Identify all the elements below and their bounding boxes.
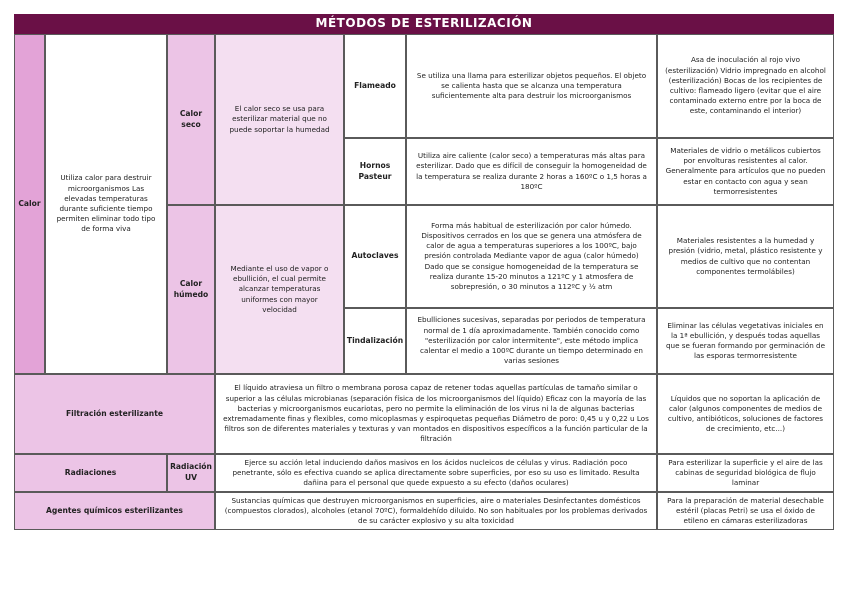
autoclaves-description: Forma más habitual de esterilización por calor húmedo. Dispositivos cerrados en los que se genera una atmósfera de calor de agua a temperaturas superiores a los 100ºC, bajo presión controlada Mediante vapor de agua (calor húmedo) Dado que se consigue homogeneidad de la temperatura se realiza durante 15-20 minutos a 121ºC y 1 atmosfera de sobrepresión, o 30 minutos a 112ºC y ½ atm [406,205,657,308]
calor-seco-description: El calor seco se usa para esterilizar material que no puede soportar la humedad [215,34,344,205]
method-autoclaves: Autoclaves [344,205,406,308]
category-calor-seco: Calor seco [167,34,215,205]
filtracion-applications: Líquidos que no soportan la aplicación de calor (algunos componentes de medios de cultivo, antibióticos, soluciones de factores de crecimiento, etc...) [657,374,834,454]
filtracion-description: El líquido atraviesa un filtro o membrana porosa capaz de retener todas aquellas partículas de tamaño similar o superior a las células microbianas (separación física de los microorganismos del líquido) Eficaz con la mayoría de las bacterias y microorganismos eucariotas, pero no permite la eliminación de los virus ni la de algunas bacterias extremadamente finas y flexibles, como micoplasmas y espiroquetas pequeñas Diámetro de poro: 0,45 u y 0,22 u Los filtros son de diferentes materiales y texturas y van montados en dispositivos específicos a la función particular de la filtración [215,374,657,454]
hornos-pasteur-description: Utiliza aire caliente (calor seco) a temperaturas más altas para esterilizar. Dado que es difícil de conseguir la homogeneidad de la temperatura se realiza durante 2 horas a 160ºC o 1,5 horas a 180ºC [406,138,657,205]
calor-humedo-description: Mediante el uso de vapor o ebullición, el cual permite alcanzar temperaturas uniformes con mayor velocidad [215,205,344,374]
page-title: MÉTODOS DE ESTERILIZACIÓN [14,14,834,34]
category-agentes-quimicos: Agentes químicos esterilizantes [14,492,215,530]
radiaciones-applications: Para esterilizar la superficie y el aire de las cabinas de seguridad biológica de flujo laminar [657,454,834,492]
method-hornos-pasteur: Hornos Pasteur [344,138,406,205]
category-filtracion: Filtración esterilizante [14,374,215,454]
flameado-applications: Asa de inoculación al rojo vivo (esterilización) Vidrio impregnado en alcohol (esterilización) Bocas de los recipientes de cultivo: flameado ligero (evitar que el aire contaminado externo entre por la boca de este, contaminando el interior) [657,34,834,138]
method-flameado: Flameado [344,34,406,138]
tindalizacion-applications: Eliminar las células vegetativas iniciales en la 1ª ebullición, y después todas aquellas que se fueran formando por germinación de las esporas termorresistente [657,308,834,374]
category-radiacion-uv: Radiación UV [167,454,215,492]
tindalizacion-description: Ebulliciones sucesivas, separadas por periodos de temperatura normal de 1 día aproximadamente. También conocido como "esterilización por calor intermitente", este método implica calentar el medio a 100ºC durante un tiempo determinado en varias sesiones [406,308,657,374]
calor-description: Utiliza calor para destruir microorganismos Las elevadas temperaturas durante suficiente tiempo permiten eliminar todo tipo de forma viva [45,34,167,374]
category-calor: Calor [14,34,45,374]
radiaciones-description: Ejerce su acción letal induciendo daños masivos en los ácidos nucleicos de células y virus. Radiación poco penetrante, sólo es efectiva cuando se aplica directamente sobre superficies, por eso su uso es limitado. Resulta dañina para el personal que quede expuesto a su efecto (daños oculares) [215,454,657,492]
flameado-description: Se utiliza una llama para esterilizar objetos pequeños. El objeto se calienta hasta que se alcanza una temperatura suficientemente alta para destruir los microorganismos [406,34,657,138]
category-calor-humedo: Calor húmedo [167,205,215,374]
quimicos-applications: Para la preparación de material desechable estéril (placas Petri) se usa el óxido de etileno en cámaras esterilizadoras [657,492,834,530]
category-radiaciones: Radiaciones [14,454,167,492]
hornos-pasteur-applications: Materiales de vidrio o metálicos cubiertos por envolturas resistentes al calor. Generalmente para artículos que no pueden estar en contacto con agua y sean termorresistentes [657,138,834,205]
method-tindalizacion: Tindalización [344,308,406,374]
autoclaves-applications: Materiales resistentes a la humedad y presión (vidrio, metal, plástico resistente y medios de cultivo que no contentan componentes termolábiles) [657,205,834,308]
quimicos-description: Sustancias químicas que destruyen microorganismos en superficies, aire o materiales Desinfectantes domésticos (compuestos clorados), alcoholes (etanol 70ºC), formaldehído diluido. No son habituales por los problemas derivados de su carácter explosivo y su alta toxicidad [215,492,657,530]
